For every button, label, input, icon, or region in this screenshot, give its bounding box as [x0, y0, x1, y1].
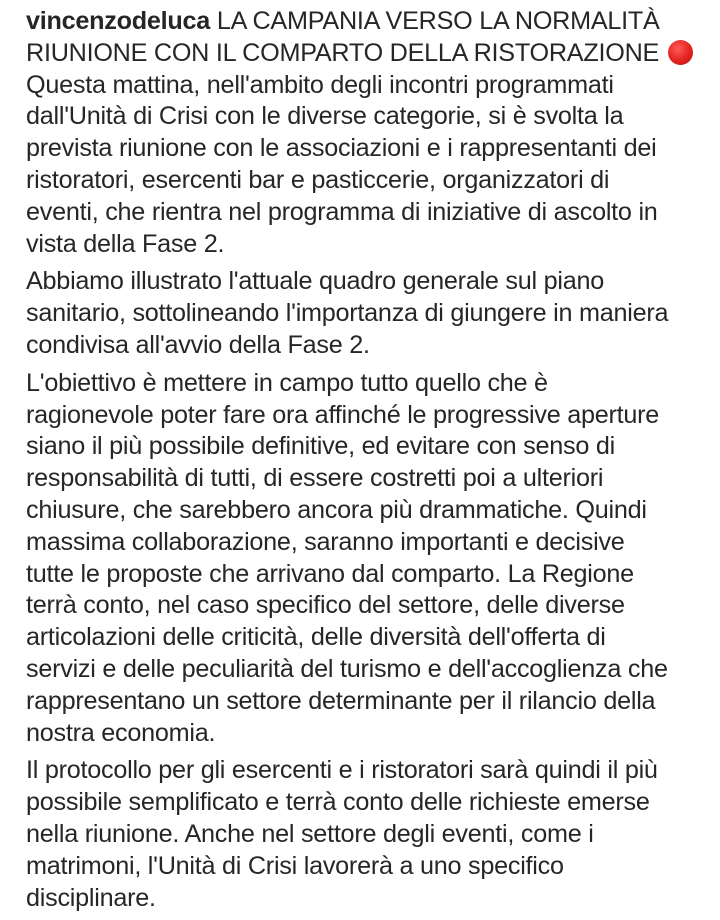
caption-line: L'obiettivo è mettere in campo tutto quello che è — [26, 368, 548, 397]
caption-line: nostra economia. — [26, 718, 216, 747]
caption-line: dall'Unità di Crisi con le diverse categorie, si è svolta la — [26, 102, 624, 131]
caption-line: vista della Fase 2. — [26, 229, 225, 258]
caption-line: disciplinare. — [26, 883, 156, 912]
caption-line: articolazioni delle criticità, delle diversità dell'offerta di — [26, 623, 606, 652]
caption-paragraph-3 — [26, 368, 716, 750]
caption-line: condivisa all'avvio della Fase 2. — [26, 330, 370, 359]
caption-paragraph-2 — [26, 266, 716, 361]
caption-line: responsabilità di tutti, di essere costretti poi a ulteriori — [26, 464, 604, 493]
caption-line: nella riunione. Anche nel settore degli eventi, come i — [26, 819, 594, 848]
caption-line: possibile semplificato e terrà conto delle richieste emerse — [26, 788, 650, 817]
caption-paragraph-4 — [26, 755, 716, 914]
caption-line: prevista riunione con le associazioni e i rappresentanti dei — [26, 134, 657, 163]
caption-line: sanitario, sottolineando l'importanza di giungere in maniera — [26, 299, 669, 328]
caption-line: terrà conto, nel caso specifico del settore, delle diverse — [26, 591, 625, 620]
red-circle-icon — [668, 40, 693, 65]
post-title-line-1: LA CAMPANIA VERSO LA NORMALITÀ — [216, 7, 660, 35]
post-title-line-2: RIUNIONE CON IL COMPARTO DELLA RISTORAZIONE — [26, 38, 660, 67]
post-caption — [26, 6, 716, 920]
caption-line: rappresentano un settore determinante per il rilancio della — [26, 686, 656, 715]
caption-line: tutte le proposte che arrivano dal comparto. La Regione — [26, 559, 634, 588]
caption-line: siano il più possibile definitive, ed evitare con senso di — [26, 432, 615, 461]
caption-line: Abbiamo illustrato l'attuale quadro generale sul piano — [26, 267, 605, 296]
caption-header — [26, 6, 716, 260]
caption-line: servizi e delle peculiarità del turismo e dell'accoglienza che — [26, 654, 668, 683]
caption-line: ristoratori, esercenti bar e pasticcerie, organizzatori di — [26, 165, 610, 194]
caption-line: ragionevole poter fare ora affinché le progressive aperture — [26, 400, 660, 429]
caption-line: eventi, che rientra nel programma di iniziative di ascolto in — [26, 197, 658, 226]
username-link[interactable]: vincenzodeluca — [26, 7, 211, 35]
caption-line: Il protocollo per gli esercenti e i ristoratori sarà quindi il più — [26, 756, 658, 785]
caption-line: massima collaborazione, saranno importanti e decisive — [26, 527, 625, 556]
caption-line: matrimoni, l'Unità di Crisi lavorerà a uno specifico — [26, 851, 564, 880]
caption-line: chiusure, che sarebbero ancora più drammatiche. Quindi — [26, 495, 647, 524]
caption-line: Questa mattina, nell'ambito degli incontri programmati — [26, 70, 614, 99]
